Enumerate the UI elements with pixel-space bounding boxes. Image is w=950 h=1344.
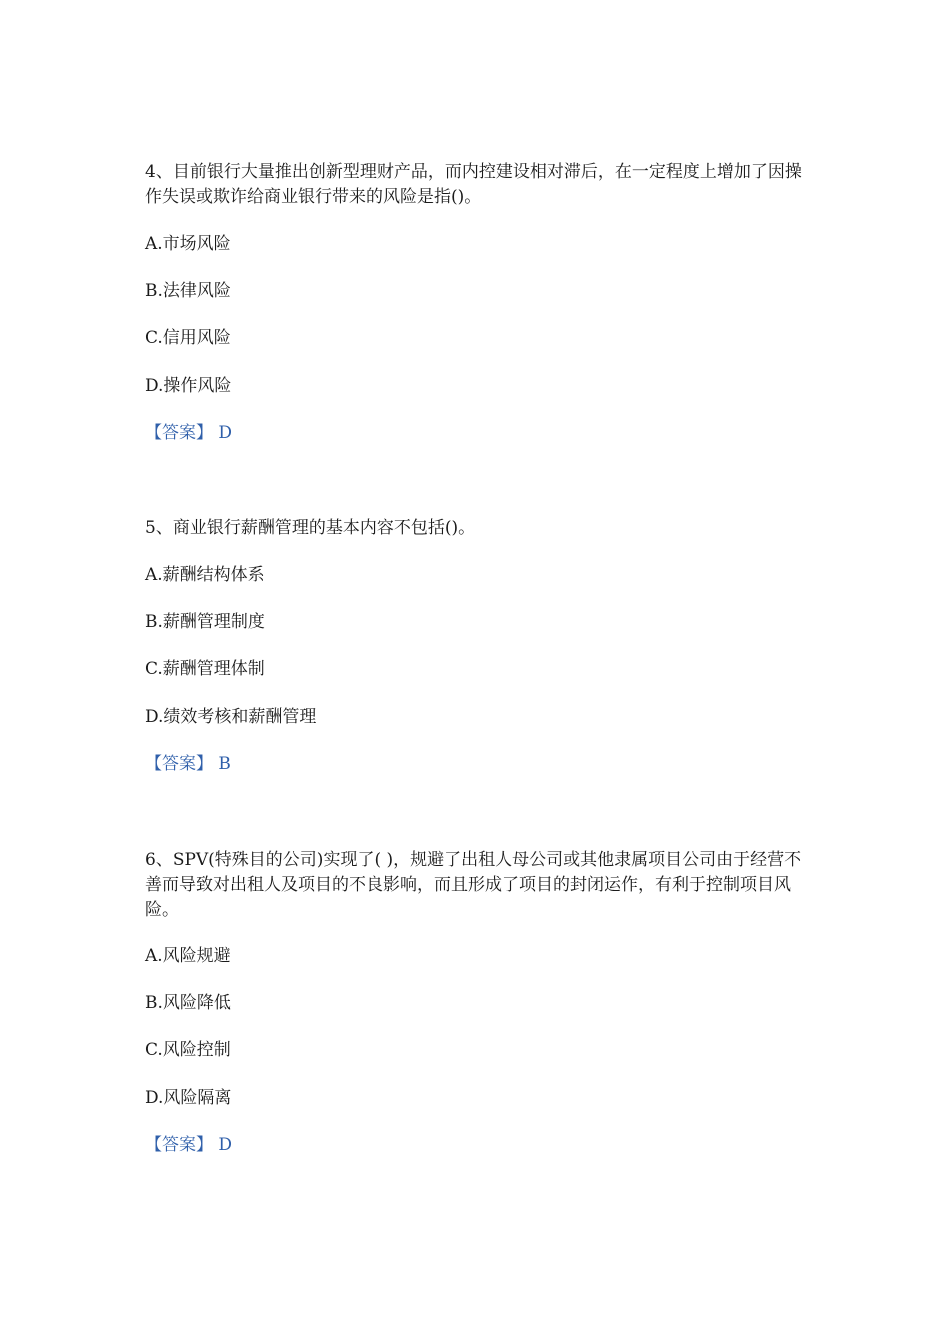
answer-line — [145, 422, 232, 444]
option-a: A.市场风险 — [145, 234, 231, 254]
question-stem: 4、目前银行大量推出创新型理财产品，而内控建设相对滞后，在一定程度上增加了因操作失误或欺诈给商业银行带来的风险是指()。 — [145, 162, 802, 207]
option-c: C.风险控制 — [145, 1040, 231, 1060]
answer-line — [145, 753, 231, 775]
option-a: A.风险规避 — [145, 946, 231, 966]
option-c: C.信用风险 — [145, 328, 231, 348]
answer-value: B — [218, 754, 231, 774]
question-6 — [145, 848, 815, 1155]
question-5 — [145, 516, 815, 774]
answer-value: D — [218, 1135, 233, 1155]
answer-label: 【答案】 — [145, 754, 213, 774]
question-stem: 6、SPV(特殊目的公司)实现了( )，规避了出租人母公司或其他隶属项目公司由于经营不善而导致对出租人及项目的不良影响，而且形成了项目的封闭运作，有利于控制项目风险。 — [145, 850, 802, 920]
answer-line — [145, 1134, 232, 1156]
option-b: B.薪酬管理制度 — [145, 612, 265, 632]
question-4 — [145, 160, 815, 443]
answer-label: 【答案】 — [145, 423, 213, 443]
answer-value: D — [218, 423, 233, 443]
option-d: D.操作风险 — [145, 376, 232, 396]
option-d: D.绩效考核和薪酬管理 — [145, 707, 317, 727]
option-c: C.薪酬管理体制 — [145, 659, 265, 679]
option-a: A.薪酬结构体系 — [145, 565, 265, 585]
option-d: D.风险隔离 — [145, 1088, 232, 1108]
option-b: B.风险降低 — [145, 993, 231, 1013]
answer-label: 【答案】 — [145, 1135, 213, 1155]
question-stem: 5、商业银行薪酬管理的基本内容不包括()。 — [145, 518, 476, 538]
option-b: B.法律风险 — [145, 281, 231, 301]
